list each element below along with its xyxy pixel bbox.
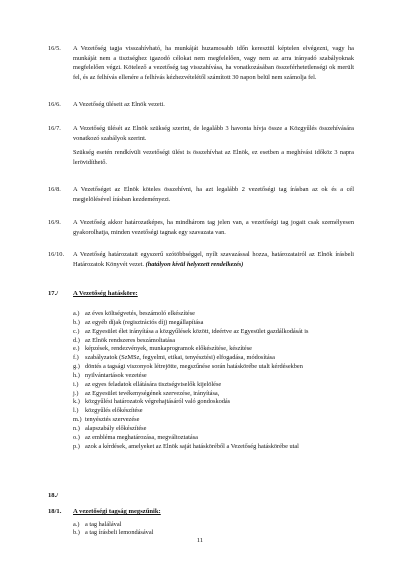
section-title: A vezetőségi tagság megszűnik: xyxy=(73,508,161,515)
paragraph-number: 16/5. xyxy=(48,45,61,52)
list-letter: g.) xyxy=(73,363,80,371)
list-item xyxy=(73,310,354,319)
paragraph-text: A Vezetőséget az Elnök köteles összehívni, ha azt legalább 2 vezetőségi tag írásban az ok és a cél megjelölésével írásban kezdeményezi. xyxy=(73,186,354,203)
section-18-heading xyxy=(48,492,73,499)
list-letter: d.) xyxy=(73,336,80,344)
list-item xyxy=(73,398,354,407)
list-text: szabályzatok (SzMSz, fegyelmi, etikai, tenyésztési) elfogadása, módosítása xyxy=(85,354,275,362)
paragraph-text: A Vezetőség üléseit az Elnök vezeti. xyxy=(73,101,165,108)
list-text: a tag írásbeli lemondásával xyxy=(85,529,154,537)
list-text: az egyes feladatok ellátására tisztségviselők kijelölése xyxy=(85,380,222,388)
paragraph-text: A Vezetőség tagja visszahívható, ha munkáját huzamosabb időn keresztül képtelen elvégezni, vagy ha munkáját nem a tisztséghez igazodó célokat nem megfelelően, vagy nem az arra irányadó szabályoknak megfelelően végzi. Kötelező a vezetőség tag visszahívása, ha vonatkozásában összeférhetetlenségi ok merült fel, és az felhívás ellenére a felhívás kézhezvételétől számított 30 napon belül nem számolja fel. xyxy=(73,45,354,81)
list-text: az Egyesület tevékenységének szervezése, irányítása, xyxy=(85,389,220,397)
section-18-1-list xyxy=(73,521,354,538)
list-letter: a.) xyxy=(73,310,80,317)
list-text: alapszabály előkészítése xyxy=(85,424,147,432)
paragraph-number: 16/7. xyxy=(48,125,61,132)
list-item xyxy=(73,381,354,390)
list-item xyxy=(73,319,354,328)
paragraph-16-5 xyxy=(48,44,354,82)
list-letter: e.) xyxy=(73,345,80,353)
list-text: azok a kérdések, amelyeket az Elnök saját hatásköréből a Vezetőség hatáskörébe utal xyxy=(85,442,299,450)
list-text: képzések, rendezvények, munkaprogramok előkészítése, készítése xyxy=(85,345,252,353)
list-text: közgyűlés előkészítése xyxy=(85,407,143,415)
list-letter: i.) xyxy=(73,380,79,388)
list-text: nyilvántartások vezetése xyxy=(85,371,147,379)
list-item xyxy=(73,337,354,346)
list-item xyxy=(73,407,354,416)
list-text: tenyésztés szervezése xyxy=(85,416,140,424)
section-title: A Vezetőség hatásköre: xyxy=(73,290,138,297)
list-item xyxy=(73,345,354,354)
paragraph-16-7 xyxy=(48,124,354,167)
list-text: az éves költségvetés, beszámoló elkészítése xyxy=(85,310,195,317)
list-item xyxy=(73,354,354,363)
list-letter: c.) xyxy=(73,327,80,335)
section-18-1-heading xyxy=(48,508,161,515)
paragraph-16-10 xyxy=(48,250,354,269)
paragraph-text: Szükség esetén rendkívüli vezetőségi ülést is összehívhat az Elnök, ez esetben a meghívási időköz 3 napra lerövidíthető. xyxy=(73,149,354,166)
list-letter: b.) xyxy=(73,318,80,326)
list-item xyxy=(73,425,354,434)
list-text: az embléma meghatározása, megváltoztatása xyxy=(85,433,198,441)
list-item xyxy=(73,390,354,399)
list-letter: l.) xyxy=(73,407,79,415)
list-letter: m.) xyxy=(73,416,82,424)
paragraph-text: A Vezetőség határozatait egyszerű szótöbbséggel, nyílt szavazással hozza, határozatairól az Elnök írásbeli Határozatok Könyvét vezet. xyxy=(73,251,354,268)
section-number: 18./ xyxy=(48,492,59,499)
list-item xyxy=(73,416,354,425)
list-text: döntés a tagsági viszonyok létrejötte, megszűnése során hatáskörébe utalt kérdésekben xyxy=(85,363,303,371)
paragraph-16-6 xyxy=(48,100,354,110)
list-item xyxy=(73,443,354,452)
list-text: az Egyesület élet irányítása a közgyűlések között, ideértve az Egyesület gazdálkodását is xyxy=(85,327,309,335)
paragraph-text: A Vezetőség ülését az Elnök szükség szerint, de legalább 3 havonta hívja össze a Közgyűlés összehívására vonatkozó szabályok szerint. xyxy=(73,125,354,142)
list-letter: p.) xyxy=(73,442,80,450)
list-item xyxy=(73,363,354,372)
list-letter: h.) xyxy=(73,371,80,379)
section-17-list xyxy=(73,310,354,452)
page-number: 11 xyxy=(196,537,204,544)
list-letter: f.) xyxy=(73,354,79,362)
section-17-heading xyxy=(48,290,138,297)
list-letter: b.) xyxy=(73,529,80,537)
list-item xyxy=(73,372,354,381)
list-text: közgyűlési határozatok végrehajtásáról való gondoskodás xyxy=(85,398,231,406)
list-text: a tag halálával xyxy=(85,521,122,528)
list-item xyxy=(73,328,354,337)
list-letter: o.) xyxy=(73,433,80,441)
list-item xyxy=(73,434,354,443)
paragraph-number: 16/10. xyxy=(48,251,65,258)
paragraph-16-8 xyxy=(48,185,354,204)
list-letter: a.) xyxy=(73,521,80,528)
paragraph-number: 16/6. xyxy=(48,101,61,108)
paragraph-16-9 xyxy=(48,218,354,237)
list-text: az Elnök rendszeres beszámoltatása xyxy=(85,336,176,344)
list-item xyxy=(73,521,354,529)
section-number: 17./ xyxy=(48,290,59,297)
repealed-note: (hatályon kívül helyezett rendelkezés) xyxy=(145,260,244,268)
list-letter: j.) xyxy=(73,389,79,397)
paragraph-number: 16/8. xyxy=(48,186,61,193)
list-letter: n.) xyxy=(73,424,80,432)
paragraph-number: 16/9. xyxy=(48,219,61,226)
paragraph-text: A Vezetőség akkor határozatképes, ha mindhárom tag jelen van, a vezetőségi tag jogait csak személyesen gyakorolhatja, minden vezetőségi tagnak egy szavazata van. xyxy=(73,219,354,236)
section-number: 18/1. xyxy=(48,508,62,515)
list-letter: k.) xyxy=(73,398,80,406)
list-text: az egyéb díjak (regisztrációs díj) megállapítása xyxy=(85,318,204,326)
